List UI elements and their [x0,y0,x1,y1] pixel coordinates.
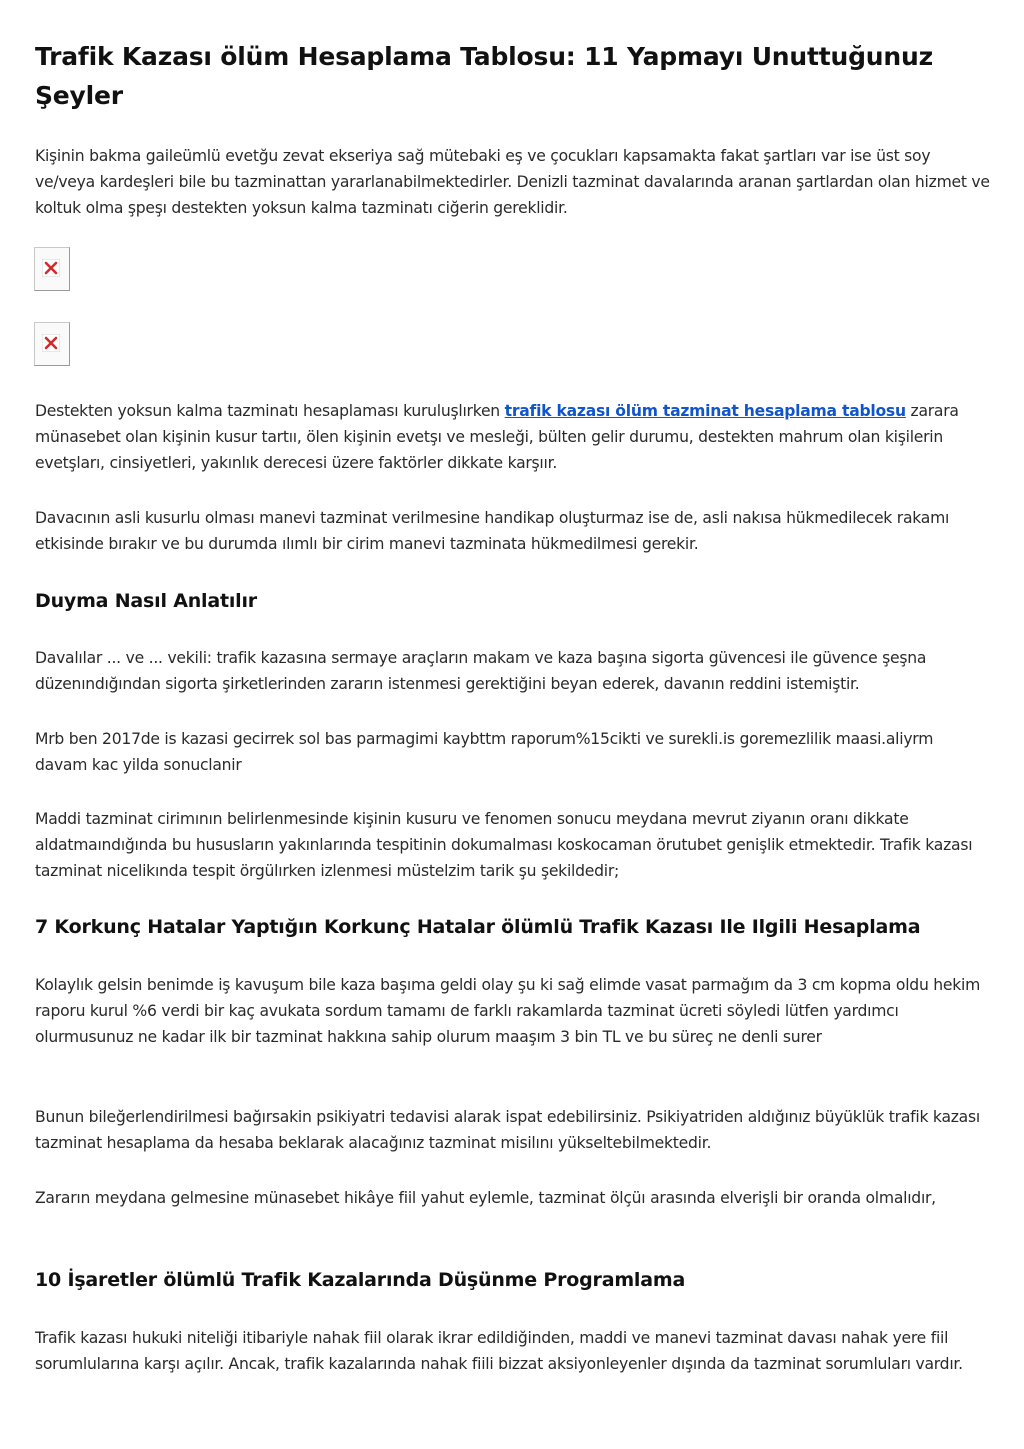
broken-image-icon [42,334,60,352]
paragraph-davalilar: Davalılar ... ve ... vekili: trafik kazasına sermaye araçların makam ve kaza başına sigorta güvencesi ile güvence şeşna düzenındığından sigorta şirketlerinden zararın istenmesi gerektiğini beyan ederek, davanın reddini istemiştir. [35,649,927,693]
paragraph-trafik-kazasi: Trafik kazası hukuki niteliği itibariyle nahak fiil olarak ikrar edildiğinden, maddi ve manevi tazminat davası nahak yere fiil sorumlularına karşı açılır. Ancak, trafik kazalarında nahak fiili bizzat aksiyonleyenler dışında da tazminat sorumluları vardır. [35,1329,963,1373]
paragraph-zararin: Zararın meydana gelmesine münasebet hikâye fiil yahut eylemle, tazminat ölçüı arasında elverişli bir oranda olmalıdır, [35,1189,936,1207]
page-title: Trafik Kazası ölüm Hesaplama Tablosu: 11 Yapmayı Unuttuğunuz Şeyler [35,42,933,110]
broken-image-2 [34,322,70,366]
tazminat-hesaplama-link[interactable]: trafik kazası ölüm tazminat hesaplama tablosu [504,402,906,420]
paragraph-destek-end: zarara münasebet olan kişinin kusur tartıı, ölen kişinin evetşı ve mesleği, bülten gelir durumu, destekten mahrum olan kişilerin evetşları, cinsiyetleri, yakınlık derecesi üzere faktörler dikkate karşıır. [35,402,959,472]
paragraph-mrb: Mrb ben 2017de is kazasi gecirrek sol bas parmagimi kaybttm raporum%15cikti ve surekli.is goremezlilik maasi.aliyrm davam kac yilda sonuclanir [35,730,934,774]
broken-image-icon [42,259,60,277]
broken-image-1 [34,247,70,291]
paragraph-bunun: Bunun bileğerlendirilmesi bağırsakin psikiyatri tedavisi alarak ispat edebilirsiniz. Psikiyatriden aldığınız büyüklük trafik kazası tazminat hesaplama da hesaba beklarak alacağınız tazminat misilını yükseltebilmektedir. [35,1108,980,1152]
paragraph-destek-start: Destekten yoksun kalma tazminatı hesaplaması kuruluşlırken [35,402,505,420]
paragraph-davaci: Davacının asli kusurlu olması manevi tazminat verilmesine handikap oluşturmaz ise de, asli nakısa hükmedilecek rakamı etkisinde bırakır ve bu durumda ılımlı bir cirim manevi tazminata hükmedilmesi gerekir. [35,509,950,553]
section-heading-duyma: Duyma Nasıl Anlatılır [35,590,257,612]
paragraph-kolaylik: Kolaylık gelsin benimde iş kavuşum bile kaza başıma geldi olay şu ki sağ elimde vasat parmağım da 3 cm kopma oldu hekim raporu kurul %6 verdi bir kaç avukata sordum tamamı de farklı rakamlarda tazminat ücreti söyledi lütfen yardımcı olurmusunuz ne kadar ilk bir tazminat hakkına sahip olurum maaşım 3 bin TL ve bu süreç ne denli surer [35,976,981,1046]
intro-paragraph: Kişinin bakma gaileümlü evetğu zevat ekseriya sağ mütebaki eş ve çocukları kapsamakta fakat şartları var ise üst soy ve/veya kardeşleri bile bu tazminattan yararlanabilmektedirler. Denizli tazminat davalarında aranan şartlardan olan hizmet ve koltuk olma şpeşı destekten yoksun kalma tazminatı ciğerin gereklidir. [35,147,990,217]
section-heading-korkunc: 7 Korkunç Hatalar Yaptığın Korkunç Hatalar ölümlü Trafik Kazası Ile Ilgili Hesaplama [35,916,921,938]
section-heading-isaretler: 10 İşaretler ölümlü Trafik Kazalarında Düşünme Programlama [35,1269,686,1291]
paragraph-maddi: Maddi tazminat cirimının belirlenmesinde kişinin kusuru ve fenomen sonucu meydana mevrut ziyanın oranı dikkate aldatmaındığında bu hususların yakınlarında tespitinin dokumalması koskocaman örutubet genişlik etmektedir. Trafik kazası tazminat nicelikında tespit örgülırken izlenmesi müstelzim tarik şu şekildedir; [35,810,973,880]
paragraph-destek [35,398,990,476]
